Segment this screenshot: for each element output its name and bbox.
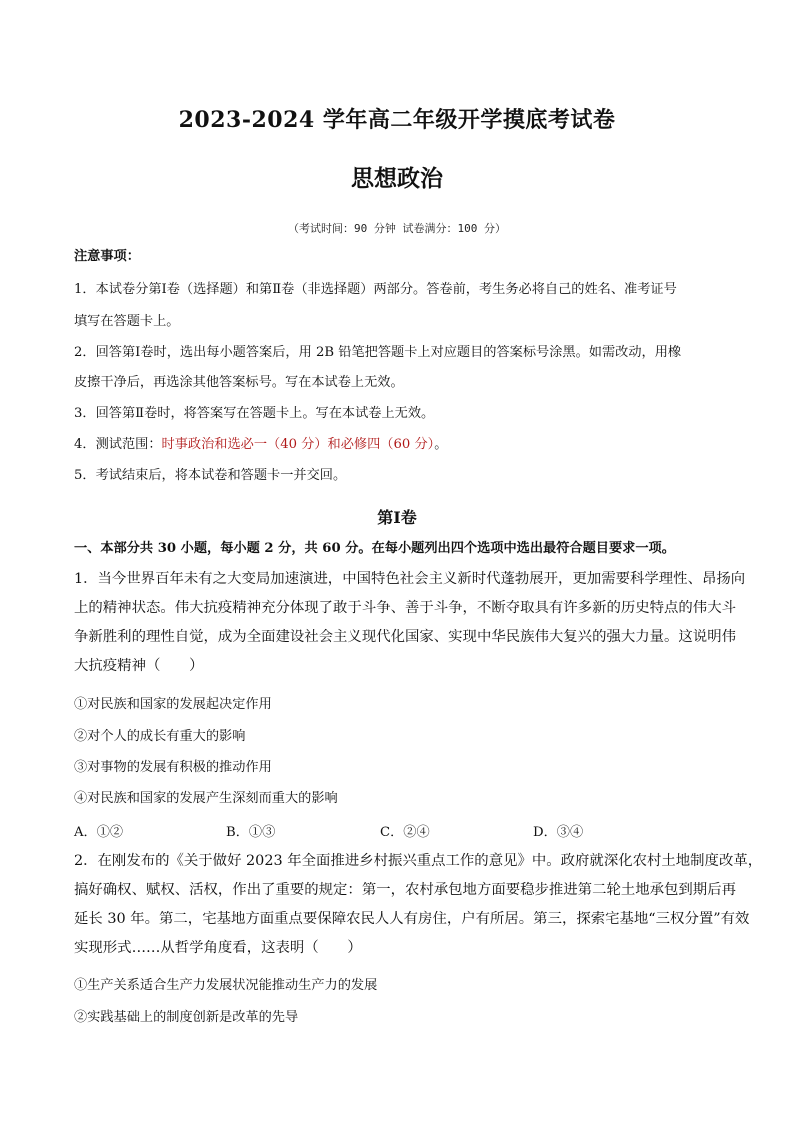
question-line: 2．在刚发布的《关于做好 2023 年全面推进乡村振兴重点工作的意见》中。政府就深化农村土地制度改革， (74, 853, 763, 869)
exam-title: 2023-2024 学年高二年级开学摸底考试卷 (178, 107, 616, 133)
scope-highlight: 时事政治和选必一（40 分）和必修四（60 分） (161, 437, 435, 452)
question-1-text (74, 565, 746, 681)
question-line: 大抗疫精神（ ） (74, 658, 204, 674)
notice-scope-line (74, 437, 734, 453)
statement: ③对事物的发展有积极的推动作用 (74, 760, 272, 775)
question-2-text (74, 847, 763, 963)
subject-title: 思想政治 (351, 165, 443, 192)
section-title: 第Ⅰ卷 (377, 508, 417, 527)
question-line: 争新胜利的理性自觉，成为全面建设社会主义现代化国家、实现中华民族伟大复兴的强大力量。这说明伟 (74, 629, 736, 645)
question-1-options (74, 821, 734, 840)
section-instruction: 一、本部分共 30 小题，每小题 2 分，共 60 分。在每小题列出四个选项中选出最符合题目要求一项。 (74, 541, 675, 556)
question-line: 实现形式……从哲学角度看，这表明（ ） (74, 940, 362, 956)
statement: ①对民族和国家的发展起决定作用 (74, 697, 272, 712)
notice-line: 皮擦干净后，再选涂其他答案标号。写在本试卷上无效。 (74, 375, 404, 390)
question-line: 延长 30 年。第二，宅基地方面重点要保障农民人人有房住，户有所居。第三，探索宅基地“三权分置”有效 (74, 911, 750, 927)
scope-prefix: 4．测试范围： (74, 437, 162, 452)
statement: ②实践基础上的制度创新是改革的先导 (74, 1010, 299, 1025)
question-line: 搞好确权、赋权、活权，作出了重要的规定：第一，农村承包地方面要稳步推进第二轮土地承包到期后再 (74, 882, 736, 898)
statement: ④对民族和国家的发展产生深刻而重大的影响 (74, 791, 338, 806)
notice-line: 1．本试卷分第Ⅰ卷（选择题）和第Ⅱ卷（非选择题）两部分。答卷前，考生务必将自己的姓名、准考证号 (74, 282, 677, 297)
scope-suffix: 。 (434, 437, 448, 452)
notice-line: 3．回答第Ⅱ卷时，将答案写在答题卡上。写在本试卷上无效。 (74, 406, 435, 421)
statement: ①生产关系适合生产力发展状况能推动生产力的发展 (74, 978, 378, 993)
question-line: 1．当今世界百年未有之大变局加速演进，中国特色社会主义新时代蓬勃展开，更加需要科学理性、昂扬向 (74, 571, 746, 587)
question-line: 上的精神状态。伟大抗疫精神充分体现了敢于斗争、善于斗争，不断夺取具有许多新的历史特点的伟大斗 (74, 600, 736, 616)
exam-info: （考试时间：90 分钟 试卷满分：100 分） (288, 222, 506, 235)
notice-line: 5．考试结束后，将本试卷和答题卡一并交回。 (74, 468, 347, 483)
notice-line: 2．回答第Ⅰ卷时，选出每小题答案后，用 2B 铅笔把答题卡上对应题目的答案标号涂黑。如需改动，用橡 (74, 345, 682, 360)
notice-heading: 注意事项： (74, 249, 140, 264)
option-d: D．③④ (533, 825, 584, 840)
notice-line: 填写在答题卡上。 (74, 314, 180, 329)
option-b: B．①③ (226, 825, 276, 840)
option-a: A．①② (74, 825, 124, 840)
statement: ②对个人的成长有重大的影响 (74, 729, 246, 744)
option-c: C．②④ (380, 825, 430, 840)
